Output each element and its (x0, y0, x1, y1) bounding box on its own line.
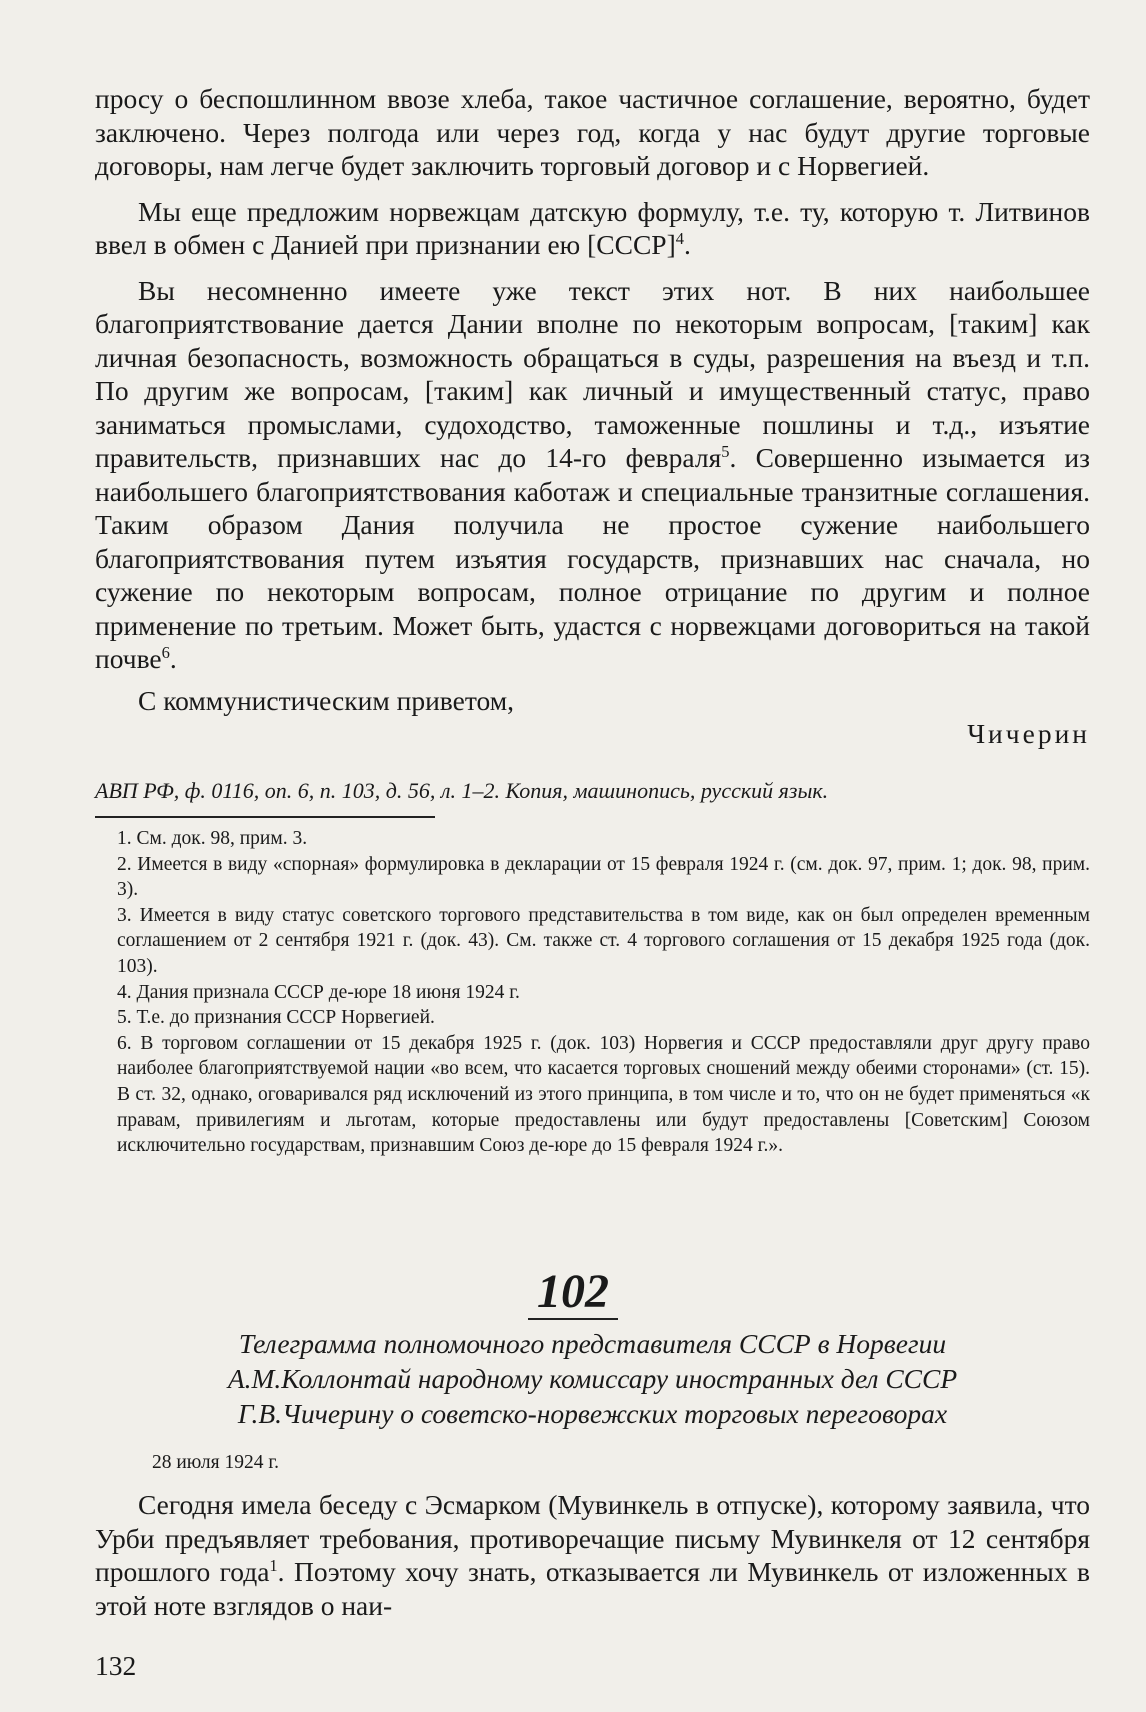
footnote-ref-5: 5 (721, 441, 730, 461)
greeting: С коммунистическим приветом, (138, 684, 514, 716)
footnotes (95, 826, 1090, 1159)
paragraph-1 (95, 82, 1090, 183)
footnote-4: 4. Дания признала СССР де-юре 18 июня 1924 г. (117, 981, 520, 1003)
paragraph-3-text-b: . Совершенно изымается из наибольшего благоприятствования каботаж и специальные транзитные соглашения. Таким образом Дания получила не простое сужение наибольшего благоприятствования путем изъятия государств, признавших нас сначала, но сужение по некоторым вопросам, полное отрицание по другим и полное применение по третьим. Может быть, удастся с норвежцами договориться на такой почве (95, 442, 1090, 674)
paragraph-1-text: просу о беспошлинном ввозе хлеба, такое частичное соглашение, вероятно, будет заключено. Через полгода или через год, когда у нас будут другие торговые договоры, нам легче будет заключить торговый договор и с Норвегией. (95, 83, 1090, 181)
paragraph-3: Вы несомненно имеете уже текст этих нот. В них наибольшее благоприятствование дается Дании вполне по некоторым вопросам, [таким] как личная безопасность, возможность обращаться в суды, разрешения на въезд и т.п. По другим же вопросам, [таким] как личный и имущественный статус, право заниматься промыслами, судоходство, таможенные пошлины и т.д., изъятие правительств, признавших нас до 14-го февраля$^5$. Совершенно изымается из наибольшего благоприятствования каботаж и специальные транзитные соглашения. Таким образом Дания получила не простое сужение наибольшего благоприятствования путем изъятия государств, признавших нас сначала, но сужение по некоторым вопросам, полное отрицание по другим и полное применение по третьим. Может быть, удастся с норвежцами договориться на такой почве$^6$. (95, 274, 1090, 674)
telegram-paragraph (95, 1488, 1090, 1622)
document-title (95, 1326, 1090, 1431)
title-line-1: Телеграмма полномочного представителя СССР в Норвегии (238, 1328, 947, 1359)
signature: Чичерин (967, 718, 1090, 749)
footnote-divider (95, 816, 435, 818)
letter-body (95, 82, 1090, 751)
footnote-6: 6. В торговом соглашении от 15 декабря 1925 г. (док. 103) Норвегия и СССР предоставляли друг другу право наиболее благоприятствуемой нации «во всем, что касается торговых сношений между обеими сторонами» (ст. 15). В ст. 32, однако, оговаривался ряд исключений из этого принципа, в том числе и то, что он не будет применяться «к правам, привилегиям и льготам, которые предоставлены или будут предоставлены [Советским] Союзом исключительно государствам, признавшим Союз де-юре до 15 февраля 1924 г.». (117, 1032, 1090, 1157)
footnote-ref-1: 1 (269, 1555, 278, 1575)
paragraph-2: Мы еще предложим норвежцам датскую формулу, т.е. ту, которую т. Литвинов ввел в обмен с Данией при признании ею [СССР]$^4$. (95, 195, 1090, 260)
page-number: 132 (95, 1650, 137, 1681)
document-number: 102 (537, 1265, 609, 1318)
paragraph-2-text: Мы еще предложим норвежцам датскую формулу, т.е. ту, которую т. Литвинов ввел в обмен с Данией при признании ею [СССР] (95, 195, 1090, 260)
telegram-body (95, 1488, 1090, 1622)
archive-source: АВП РФ, ф. 0116, оп. 6, п. 103, д. 56, л. 1–2. Копия, машинопись, русский язык. (95, 778, 829, 803)
title-line-2: А.М.Коллонтай народному комиссару иностранных дел СССР (227, 1363, 958, 1394)
telegram-text-b: . Поэтому хочу знать, отказывается ли Мувинкель от изложенных в этой ноте взглядов о наи- (95, 1556, 1090, 1621)
document-number-underline (528, 1318, 618, 1320)
paragraph-3-text-a: Вы несомненно имеете уже текст этих нот. В них наибольшее благоприятствование дается Дании вполне по некоторым вопросам, [таким] как личная безопасность, возможность обращаться в суды, разрешения на въезд и т.п. По другим же вопросам, [таким] как личный и имущественный статус, право заниматься промыслами, судоходство, таможенные пошлины и т.д., изъятие правительств, признавших нас до 14-го февраля (95, 274, 1090, 473)
title-line-3: Г.В.Чичерину о советско-норвежских торговых переговорах (237, 1398, 948, 1429)
footnote-ref-6: 6 (161, 642, 170, 662)
footnote-2: 2. Имеется в виду «спорная» формулировка в декларации от 15 февраля 1924 г. (см. док. 97, прим. 1; док. 98, прим. 3). (117, 853, 1090, 901)
footnote-5: 5. Т.е. до признания СССР Норвегией. (117, 1007, 435, 1029)
footnote-ref-4: 4 (675, 228, 684, 248)
telegram-text-a: Сегодня имела беседу с Эсмарком (Мувинкель в отпуске), которому заявила, что Урби предъявляет требования, противоречащие письму Мувинкеля от 12 сентября прошлого года (95, 1489, 1090, 1587)
footnote-1: 1. См. док. 98, прим. 3. (117, 828, 308, 849)
footnote-3: 3. Имеется в виду статус советского торгового представительства в том виде, как он был определен временным соглашением от 2 сентября 1921 г. (док. 43). См. также ст. 4 торгового соглашения от 15 декабря 1925 года (док. 103). (117, 904, 1090, 977)
document-date: 28 июля 1924 г. (152, 1452, 280, 1473)
